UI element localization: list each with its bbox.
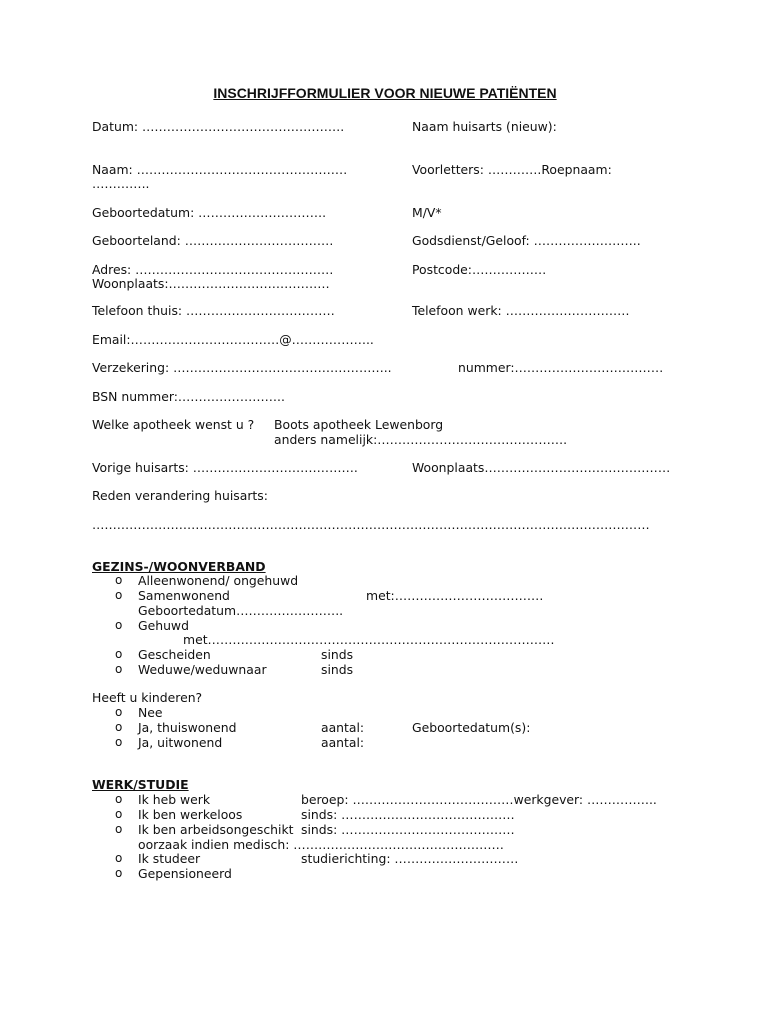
beroep-werkgever-field[interactable]: beroep: …………………………………werkgever: …………….. — [301, 792, 657, 807]
option-gepensioneerd: Gepensioneerd — [138, 866, 232, 881]
voorletters-roepnaam-field[interactable]: Voorletters: ………….Roepnaam: — [412, 162, 612, 177]
verzekering-nummer-field[interactable]: nummer:……………………………… — [458, 360, 664, 375]
option-nee: Nee — [138, 705, 163, 720]
naam-field[interactable]: Naam: …………………………………………… — [92, 162, 348, 177]
bullet-icon[interactable]: o — [115, 662, 123, 676]
option-werkeloos: Ik ben werkeloos — [138, 807, 243, 822]
godsdienst-field[interactable]: Godsdienst/Geloof: …………………….. — [412, 233, 641, 248]
werkeloos-sinds-field[interactable]: sinds: …………………………………… — [301, 807, 515, 822]
apotheek-option-boots[interactable]: Boots apotheek Lewenborg — [274, 417, 444, 432]
woonplaats-field[interactable]: Woonplaats:………………………………… — [92, 276, 330, 291]
bullet-icon[interactable]: o — [115, 866, 123, 880]
option-studeer: Ik studeer — [138, 851, 201, 866]
bullet-icon[interactable]: o — [115, 851, 123, 865]
apotheek-question: Welke apotheek wenst u ? — [92, 417, 255, 432]
naam-huisarts-field[interactable]: Naam huisarts (nieuw): — [412, 119, 557, 134]
geboortedatum-field[interactable]: Geboortedatum: …………………………. — [92, 205, 327, 220]
telefoon-thuis-field[interactable]: Telefoon thuis: ……………………………… — [92, 303, 335, 318]
option-weduwe: Weduwe/weduwnaar — [138, 662, 267, 677]
gehuwd-met-field[interactable]: met………………………………………………………………………… — [183, 632, 555, 647]
datum-field[interactable]: Datum: …………………………………………. — [92, 119, 345, 134]
oorzaak-medisch-field[interactable]: oorzaak indien medisch: …………………………………………… — [138, 837, 504, 852]
option-alleenwonend: Alleenwonend/ ongehuwd — [138, 573, 299, 588]
geslacht-field[interactable]: M/V* — [412, 205, 442, 220]
geboorteland-field[interactable]: Geboorteland: ……………………………… — [92, 233, 334, 248]
bullet-icon[interactable]: o — [115, 705, 123, 719]
option-uitwonend: Ja, uitwonend — [138, 735, 223, 750]
option-heb-werk: Ik heb werk — [138, 792, 211, 807]
vorige-woonplaats-field[interactable]: Woonplaats……………………………………… — [412, 460, 671, 475]
samenwonend-met-field[interactable]: met:……………………………… — [366, 588, 544, 603]
adres-field[interactable]: Adres: ………………………………………… — [92, 262, 334, 277]
werk-studie-heading: WERK/STUDIE — [92, 777, 189, 792]
thuiswonend-aantal-field[interactable]: aantal: — [321, 720, 365, 735]
bullet-icon[interactable]: o — [115, 792, 123, 806]
bullet-icon[interactable]: o — [115, 618, 123, 632]
bullet-icon[interactable]: o — [115, 573, 123, 587]
arbeidsongeschikt-sinds-field[interactable]: sinds: …………………………………… — [301, 822, 515, 837]
bullet-icon[interactable]: o — [115, 735, 123, 749]
apotheek-option-anders[interactable]: anders namelijk:………………………………………. — [274, 432, 568, 447]
bullet-icon[interactable]: o — [115, 647, 123, 661]
verzekering-field[interactable]: Verzekering: …………………………………………….. — [92, 360, 392, 375]
gescheiden-sinds-field[interactable]: sinds — [321, 647, 354, 662]
gezins-heading: GEZINS-/WOONVERBAND — [92, 559, 266, 574]
postcode-field[interactable]: Postcode:……………… — [412, 262, 547, 277]
form-title: INSCHRIJFFORMULIER VOOR NIEUWE PATIËNTEN — [213, 85, 557, 101]
partner-geboortedatum-field[interactable]: Geboortedatum…………………….. — [138, 603, 344, 618]
bullet-icon[interactable]: o — [115, 822, 123, 836]
option-arbeidsongeschikt: Ik ben arbeidsongeschikt — [138, 822, 294, 837]
naam-field-continued[interactable]: ………….. — [92, 176, 150, 191]
weduwe-sinds-field[interactable]: sinds — [321, 662, 354, 677]
bsn-field[interactable]: BSN nummer:…………………….. — [92, 389, 285, 404]
uitwonend-aantal-field[interactable]: aantal: — [321, 735, 365, 750]
option-samenwonend: Samenwonend — [138, 588, 230, 603]
bullet-icon[interactable]: o — [115, 807, 123, 821]
bullet-icon[interactable]: o — [115, 720, 123, 734]
telefoon-werk-field[interactable]: Telefoon werk: ………………………… — [412, 303, 630, 318]
vorige-huisarts-field[interactable]: Vorige huisarts: …………………………………. — [92, 460, 358, 475]
bullet-icon[interactable]: o — [115, 588, 123, 602]
kinderen-question: Heeft u kinderen? — [92, 690, 203, 705]
reden-verandering-line[interactable]: ……………………………………………………………………………………………………………………… — [92, 517, 650, 532]
option-gescheiden: Gescheiden — [138, 647, 211, 662]
option-thuiswonend: Ja, thuiswonend — [138, 720, 237, 735]
email-field[interactable]: Email:………………………………@……………….. — [92, 332, 374, 347]
kinderen-geboortedatum-field[interactable]: Geboortedatum(s): — [412, 720, 531, 735]
reden-verandering-label: Reden verandering huisarts: — [92, 488, 268, 503]
studierichting-field[interactable]: studierichting: ………………………… — [301, 851, 519, 866]
option-gehuwd: Gehuwd — [138, 618, 189, 633]
